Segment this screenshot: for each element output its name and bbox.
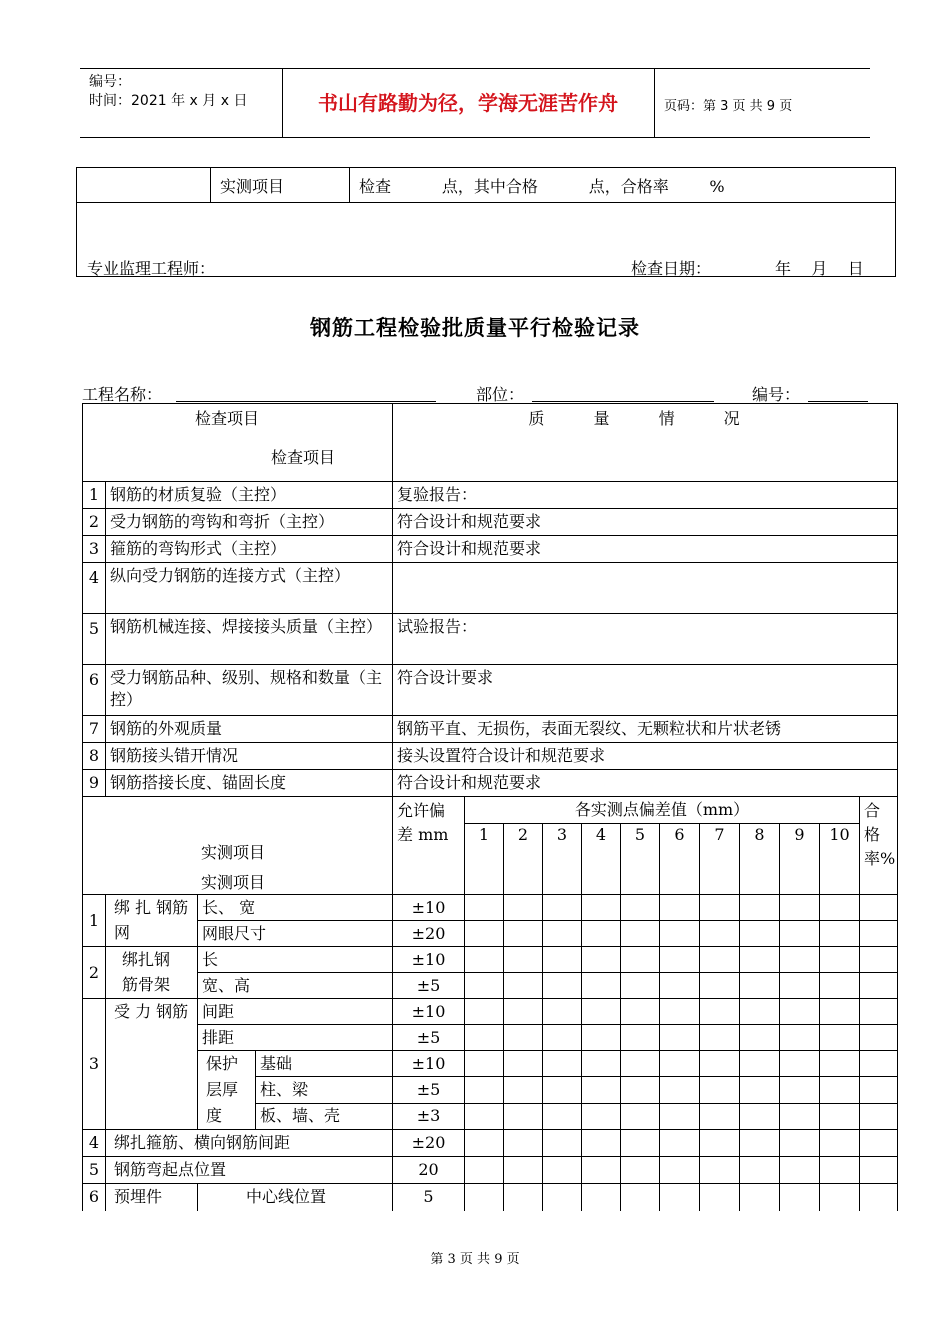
measured-row bbox=[83, 1184, 898, 1211]
measured-item: 长 bbox=[198, 947, 393, 973]
tolerance-value: ±10 bbox=[393, 1051, 465, 1077]
measurement-cell[interactable] bbox=[660, 1051, 700, 1077]
quality-status[interactable]: 符合设计要求 bbox=[393, 665, 898, 716]
measured-item: 基础 bbox=[256, 1051, 393, 1077]
measurement-cell[interactable] bbox=[621, 973, 660, 999]
point-number: 4 bbox=[582, 824, 621, 895]
table-row bbox=[83, 536, 898, 563]
measured-row bbox=[83, 947, 898, 973]
row-number: 4 bbox=[83, 563, 106, 614]
measurement-cell[interactable] bbox=[621, 1051, 660, 1077]
measurement-cell[interactable] bbox=[820, 1051, 860, 1077]
tolerance-value: ±5 bbox=[393, 1025, 465, 1051]
point-number: 5 bbox=[621, 824, 660, 895]
measurement-cell[interactable] bbox=[582, 1077, 621, 1103]
measurement-cell[interactable] bbox=[621, 921, 660, 947]
measured-item: 钢筋弯起点位置 bbox=[106, 1157, 393, 1184]
measurement-cell[interactable] bbox=[504, 1157, 543, 1184]
measurement-cell[interactable] bbox=[780, 1130, 820, 1157]
point-number: 6 bbox=[660, 824, 700, 895]
measured-row bbox=[83, 1051, 898, 1077]
measurement-cell[interactable] bbox=[700, 1184, 740, 1211]
check-item: 钢筋机械连接、焊接接头质量（主控） bbox=[106, 614, 393, 665]
measurement-cell[interactable] bbox=[582, 1130, 621, 1157]
row-number: 6 bbox=[83, 665, 106, 716]
table-row bbox=[83, 509, 898, 536]
tolerance-value: ±20 bbox=[393, 921, 465, 947]
measurement-cell[interactable] bbox=[504, 1130, 543, 1157]
measurement-cell[interactable] bbox=[660, 895, 700, 921]
point-number: 3 bbox=[543, 824, 582, 895]
measurement-cell[interactable] bbox=[700, 1103, 740, 1129]
points-header: 各实测点偏差值（mm） bbox=[465, 797, 860, 824]
measurement-cell[interactable] bbox=[700, 1025, 740, 1051]
measurement-cell[interactable] bbox=[465, 1025, 504, 1051]
header-quality bbox=[393, 404, 898, 482]
measurement-cell[interactable] bbox=[700, 973, 740, 999]
measurement-cell[interactable] bbox=[621, 947, 660, 973]
pass-rate-cell[interactable] bbox=[860, 1103, 898, 1129]
measurement-cell[interactable] bbox=[543, 1051, 582, 1077]
measured-label: 实测项目 bbox=[201, 873, 266, 892]
group-name: 受 力 钢筋 bbox=[106, 999, 198, 1130]
quality-status[interactable]: 符合设计和规范要求 bbox=[393, 536, 898, 563]
table-row bbox=[83, 716, 898, 743]
project-name-label: 工程名称： bbox=[82, 385, 163, 404]
table-row bbox=[83, 614, 898, 665]
measurement-cell[interactable] bbox=[660, 1184, 700, 1211]
number-label: 编号： bbox=[752, 385, 801, 404]
measurement-cell[interactable] bbox=[465, 947, 504, 973]
pass-rate-cell[interactable] bbox=[860, 1184, 898, 1211]
measurement-cell[interactable] bbox=[780, 999, 820, 1025]
measurement-cell[interactable] bbox=[465, 1130, 504, 1157]
measured-header-row bbox=[83, 797, 898, 824]
measurement-cell[interactable] bbox=[780, 895, 820, 921]
measurement-cell[interactable] bbox=[504, 1184, 543, 1211]
measurement-cell[interactable] bbox=[582, 1184, 621, 1211]
measurement-cell[interactable] bbox=[582, 921, 621, 947]
measurement-cell[interactable] bbox=[504, 999, 543, 1025]
measurement-cell[interactable] bbox=[740, 973, 780, 999]
measured-item: 绑扎箍筋、横向钢筋间距 bbox=[106, 1130, 393, 1157]
check-date-fields: 年 月 日 bbox=[775, 259, 864, 278]
measurement-cell[interactable] bbox=[543, 1130, 582, 1157]
pass-rate-cell[interactable] bbox=[860, 947, 898, 973]
measurement-cell[interactable] bbox=[543, 1025, 582, 1051]
measurement-cell[interactable] bbox=[820, 921, 860, 947]
measurement-cell[interactable] bbox=[700, 1051, 740, 1077]
row-number: 1 bbox=[83, 482, 106, 509]
measurement-cell[interactable] bbox=[660, 1157, 700, 1184]
measurement-cell[interactable] bbox=[780, 1025, 820, 1051]
tolerance-header: 允许偏差 mm bbox=[393, 797, 465, 895]
tolerance-value: ±3 bbox=[393, 1103, 465, 1129]
measured-item: 柱、梁 bbox=[256, 1077, 393, 1103]
header-divider bbox=[654, 69, 655, 137]
measurement-cell[interactable] bbox=[740, 1157, 780, 1184]
page-header bbox=[80, 68, 870, 138]
group-number: 1 bbox=[83, 895, 106, 947]
header-info bbox=[89, 73, 247, 111]
check-item: 钢筋接头错开情况 bbox=[106, 743, 393, 770]
check-item: 钢筋搭接长度、锚固长度 bbox=[106, 770, 393, 797]
measurement-cell[interactable] bbox=[504, 1077, 543, 1103]
measurement-cell[interactable] bbox=[700, 1157, 740, 1184]
measurement-cell[interactable] bbox=[740, 1184, 780, 1211]
check-item: 钢筋的外观质量 bbox=[106, 716, 393, 743]
measured-item: 宽、高 bbox=[198, 973, 393, 999]
header-check-label: 检查项目 bbox=[195, 409, 260, 428]
tolerance-value: ±10 bbox=[393, 895, 465, 921]
measurement-cell[interactable] bbox=[543, 1157, 582, 1184]
measurement-cell[interactable] bbox=[780, 921, 820, 947]
measurement-cell[interactable] bbox=[543, 1103, 582, 1129]
group-number: 6 bbox=[83, 1184, 106, 1211]
measurement-cell[interactable] bbox=[820, 1103, 860, 1129]
measurement-cell[interactable] bbox=[465, 973, 504, 999]
group-number: 5 bbox=[83, 1157, 106, 1184]
group-name: 绑 扎 钢筋网 bbox=[106, 895, 198, 947]
pass-rate-cell[interactable] bbox=[860, 999, 898, 1025]
measurement-cell[interactable] bbox=[740, 1025, 780, 1051]
measured-sub-item: 中心线位置 bbox=[198, 1184, 393, 1211]
measurement-cell[interactable] bbox=[700, 1077, 740, 1103]
measured-item: 间距 bbox=[198, 999, 393, 1025]
measurement-cell[interactable] bbox=[740, 1103, 780, 1129]
measurement-cell[interactable] bbox=[504, 1051, 543, 1077]
measured-row bbox=[83, 1130, 898, 1157]
measured-item: 预埋件 bbox=[106, 1184, 198, 1211]
quality-status[interactable]: 钢筋平直、无损伤，表面无裂纹、无颗粒状和片状老锈 bbox=[393, 716, 898, 743]
measurement-cell[interactable] bbox=[660, 973, 700, 999]
measured-row bbox=[83, 895, 898, 921]
pass-rate-cell[interactable] bbox=[860, 1025, 898, 1051]
measurement-cell[interactable] bbox=[660, 947, 700, 973]
measurement-cell[interactable] bbox=[700, 921, 740, 947]
measurement-cell[interactable] bbox=[621, 1103, 660, 1129]
measurement-cell[interactable] bbox=[780, 1103, 820, 1129]
group-number: 2 bbox=[83, 947, 106, 999]
pass-rate-cell[interactable] bbox=[860, 1051, 898, 1077]
time-label: 时间：2021 年 x 月 x 日 bbox=[89, 93, 248, 109]
check-summary: 检查 点，其中合格 点，合格率 % bbox=[359, 177, 725, 196]
row-number: 8 bbox=[83, 743, 106, 770]
quality-status[interactable]: 接头设置符合设计和规范要求 bbox=[393, 743, 898, 770]
measurement-cell[interactable] bbox=[582, 895, 621, 921]
row-number: 5 bbox=[83, 614, 106, 665]
table-header-row bbox=[83, 404, 898, 482]
cover-thickness-label: 保护层厚度 bbox=[198, 1051, 256, 1130]
header-check-items bbox=[83, 404, 393, 482]
check-item: 钢筋的材质复验（主控） bbox=[106, 482, 393, 509]
measurement-cell[interactable] bbox=[465, 921, 504, 947]
measurement-cell[interactable] bbox=[465, 1051, 504, 1077]
measurement-cell[interactable] bbox=[582, 999, 621, 1025]
measurement-cell[interactable] bbox=[780, 973, 820, 999]
quality-label: 质 量 情 况 bbox=[528, 409, 762, 428]
pass-rate-cell[interactable] bbox=[860, 1077, 898, 1103]
table-row bbox=[83, 770, 898, 797]
measurement-cell[interactable] bbox=[660, 1103, 700, 1129]
row-number: 2 bbox=[83, 509, 106, 536]
point-number: 10 bbox=[820, 824, 860, 895]
measurement-cell[interactable] bbox=[504, 947, 543, 973]
project-name-field[interactable] bbox=[176, 401, 436, 402]
tolerance-value: ±20 bbox=[393, 1130, 465, 1157]
measurement-cell[interactable] bbox=[504, 921, 543, 947]
measured-row bbox=[83, 1157, 898, 1184]
table-row bbox=[83, 743, 898, 770]
measured-row bbox=[83, 999, 898, 1025]
measurement-cell[interactable] bbox=[621, 895, 660, 921]
measurement-cell[interactable] bbox=[820, 973, 860, 999]
measured-items-header bbox=[83, 797, 393, 895]
measurement-cell[interactable] bbox=[820, 1157, 860, 1184]
check-item: 箍筋的弯钩形式（主控） bbox=[106, 536, 393, 563]
measurement-cell[interactable] bbox=[543, 895, 582, 921]
carry-over-table bbox=[76, 167, 896, 277]
group-number: 3 bbox=[83, 999, 106, 1130]
tolerance-value: ±10 bbox=[393, 999, 465, 1025]
inspection-table bbox=[82, 403, 898, 1211]
measurement-cell[interactable] bbox=[740, 895, 780, 921]
measurement-cell[interactable] bbox=[780, 947, 820, 973]
measurement-cell[interactable] bbox=[820, 999, 860, 1025]
measurement-cell[interactable] bbox=[504, 895, 543, 921]
measurement-cell[interactable] bbox=[660, 1025, 700, 1051]
point-number: 7 bbox=[700, 824, 740, 895]
measurement-cell[interactable] bbox=[740, 1130, 780, 1157]
measurement-cell[interactable] bbox=[740, 1077, 780, 1103]
measured-item: 板、墙、壳 bbox=[256, 1103, 393, 1129]
measurement-cell[interactable] bbox=[621, 999, 660, 1025]
pass-rate-cell[interactable] bbox=[860, 921, 898, 947]
header-check-label: 检查项目 bbox=[271, 448, 336, 467]
tolerance-value: 5 bbox=[393, 1184, 465, 1211]
measurement-cell[interactable] bbox=[465, 1103, 504, 1129]
measurement-cell[interactable] bbox=[465, 895, 504, 921]
pass-rate-cell[interactable] bbox=[860, 973, 898, 999]
measurement-cell[interactable] bbox=[504, 973, 543, 999]
measurement-cell[interactable] bbox=[660, 999, 700, 1025]
check-item: 受力钢筋的弯钩和弯折（主控） bbox=[106, 509, 393, 536]
measurement-cell[interactable] bbox=[543, 921, 582, 947]
measurement-cell[interactable] bbox=[820, 947, 860, 973]
measurement-cell[interactable] bbox=[465, 1184, 504, 1211]
measurement-cell[interactable] bbox=[740, 1051, 780, 1077]
engineer-label: 专业监理工程师： bbox=[87, 259, 216, 278]
measurement-cell[interactable] bbox=[740, 999, 780, 1025]
row-number: 9 bbox=[83, 770, 106, 797]
measurement-cell[interactable] bbox=[543, 1184, 582, 1211]
measured-row bbox=[83, 1025, 898, 1051]
page-footer: 第 3 页 共 9 页 bbox=[430, 1252, 520, 1267]
check-item: 受力钢筋品种、级别、规格和数量（主控） bbox=[106, 665, 393, 716]
table-row bbox=[83, 482, 898, 509]
measurement-cell[interactable] bbox=[740, 921, 780, 947]
measurement-cell[interactable] bbox=[780, 1051, 820, 1077]
location-label: 部位： bbox=[476, 385, 525, 404]
tolerance-value: 20 bbox=[393, 1157, 465, 1184]
quality-status[interactable] bbox=[393, 563, 898, 614]
measurement-cell[interactable] bbox=[582, 1051, 621, 1077]
measured-label: 实测项目 bbox=[201, 843, 266, 862]
measurement-cell[interactable] bbox=[465, 1077, 504, 1103]
measurement-cell[interactable] bbox=[660, 921, 700, 947]
measurement-cell[interactable] bbox=[700, 999, 740, 1025]
measurement-cell[interactable] bbox=[543, 973, 582, 999]
point-number: 8 bbox=[740, 824, 780, 895]
motto: 书山有路勤为径，学海无涯苦作舟 bbox=[318, 91, 618, 115]
measurement-cell[interactable] bbox=[660, 1077, 700, 1103]
page-info: 页码：第 3 页 共 9 页 bbox=[664, 99, 793, 114]
measurement-cell[interactable] bbox=[582, 1103, 621, 1129]
measurement-cell[interactable] bbox=[740, 947, 780, 973]
tolerance-value: ±10 bbox=[393, 947, 465, 973]
row-number: 3 bbox=[83, 536, 106, 563]
page-title: 钢筋工程检验批质量平行检验记录 bbox=[310, 316, 640, 340]
measurement-cell[interactable] bbox=[543, 999, 582, 1025]
location-field[interactable] bbox=[532, 401, 714, 402]
pass-rate-cell[interactable] bbox=[860, 1157, 898, 1184]
group-number: 4 bbox=[83, 1130, 106, 1157]
measurement-cell[interactable] bbox=[780, 1157, 820, 1184]
quality-status[interactable]: 试验报告： bbox=[393, 614, 898, 665]
measurement-cell[interactable] bbox=[621, 1157, 660, 1184]
measured-row bbox=[83, 973, 898, 999]
quality-status[interactable]: 符合设计和规范要求 bbox=[393, 509, 898, 536]
measurement-cell[interactable] bbox=[582, 1025, 621, 1051]
measurement-cell[interactable] bbox=[660, 1130, 700, 1157]
group-name: 绑扎钢筋骨架 bbox=[106, 947, 198, 999]
measurement-cell[interactable] bbox=[700, 947, 740, 973]
tolerance-value: ±5 bbox=[393, 973, 465, 999]
pass-rate-cell[interactable] bbox=[860, 895, 898, 921]
measurement-cell[interactable] bbox=[820, 1025, 860, 1051]
measurement-cell[interactable] bbox=[504, 1103, 543, 1129]
quality-status[interactable]: 复验报告： bbox=[393, 482, 898, 509]
measurement-cell[interactable] bbox=[582, 947, 621, 973]
measurement-cell[interactable] bbox=[780, 1184, 820, 1211]
check-date-label: 检查日期： bbox=[631, 259, 712, 278]
measurement-cell[interactable] bbox=[820, 1184, 860, 1211]
measurement-cell[interactable] bbox=[621, 1025, 660, 1051]
row-number: 7 bbox=[83, 716, 106, 743]
measurement-cell[interactable] bbox=[465, 999, 504, 1025]
measurement-cell[interactable] bbox=[543, 947, 582, 973]
measurement-cell[interactable] bbox=[820, 1130, 860, 1157]
quality-status[interactable]: 符合设计和规范要求 bbox=[393, 770, 898, 797]
measurement-cell[interactable] bbox=[820, 1077, 860, 1103]
measured-item: 网眼尺寸 bbox=[198, 921, 393, 947]
measured-item-label: 实测项目 bbox=[220, 177, 285, 196]
measurement-cell[interactable] bbox=[582, 973, 621, 999]
cell-divider bbox=[210, 168, 211, 202]
point-number: 9 bbox=[780, 824, 820, 895]
measurement-cell[interactable] bbox=[621, 1130, 660, 1157]
table-row bbox=[83, 665, 898, 716]
point-number: 2 bbox=[504, 824, 543, 895]
point-number: 1 bbox=[465, 824, 504, 895]
tolerance-value: ±5 bbox=[393, 1077, 465, 1103]
measurement-cell[interactable] bbox=[543, 1077, 582, 1103]
measurement-cell[interactable] bbox=[582, 1157, 621, 1184]
measured-item: 长、 宽 bbox=[198, 895, 393, 921]
pass-rate-cell[interactable] bbox=[860, 1130, 898, 1157]
measurement-cell[interactable] bbox=[621, 1184, 660, 1211]
table-row bbox=[83, 563, 898, 614]
measurement-cell[interactable] bbox=[700, 1130, 740, 1157]
serial-label: 编号： bbox=[89, 74, 131, 90]
measurement-cell[interactable] bbox=[621, 1077, 660, 1103]
pass-rate-header: 合格率% bbox=[860, 797, 898, 895]
measurement-cell[interactable] bbox=[504, 1025, 543, 1051]
measured-row bbox=[83, 921, 898, 947]
measurement-cell[interactable] bbox=[780, 1077, 820, 1103]
number-field[interactable] bbox=[808, 401, 868, 402]
measurement-cell[interactable] bbox=[820, 895, 860, 921]
measurement-cell[interactable] bbox=[700, 895, 740, 921]
check-item: 纵向受力钢筋的连接方式（主控） bbox=[106, 563, 393, 614]
measurement-cell[interactable] bbox=[465, 1157, 504, 1184]
cell-divider bbox=[349, 168, 350, 202]
measured-item: 排距 bbox=[198, 1025, 393, 1051]
